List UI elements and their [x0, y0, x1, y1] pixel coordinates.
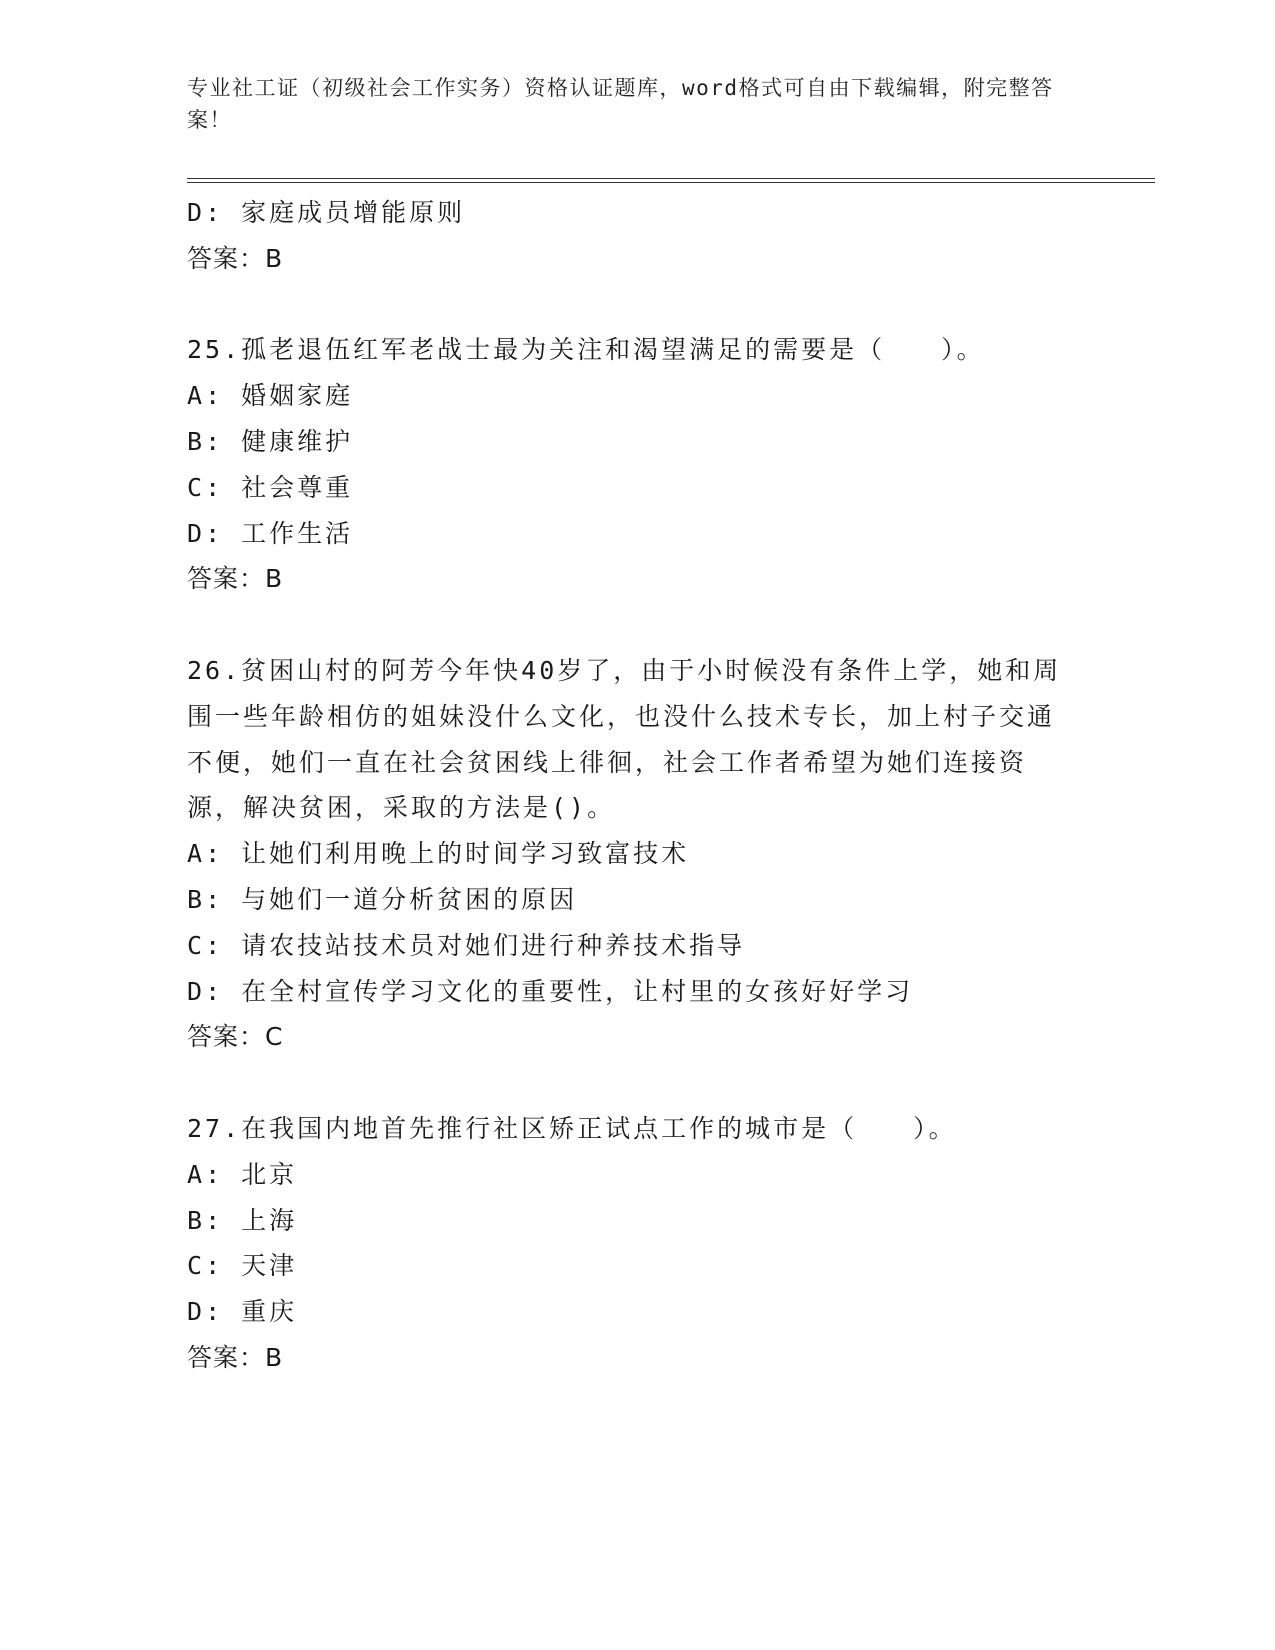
answer-line — [187, 236, 1087, 282]
option-item: B: 健康维护 — [187, 426, 354, 456]
question-number: 27. — [187, 1113, 242, 1143]
option-text: 在全村宣传学习文化的重要性，让村里的女孩好好学习 — [241, 976, 914, 1006]
option-item: D: 工作生活 — [187, 518, 354, 548]
option-item: D: 家庭成员增能原则 — [187, 198, 466, 227]
option-letter: B — [187, 884, 206, 914]
option-item: C: 请农技站技术员对她们进行种养技术指导 — [187, 930, 746, 960]
option-text: 社会尊重 — [241, 472, 354, 502]
option-text: 上海 — [241, 1205, 298, 1235]
option-letter: A — [187, 839, 206, 869]
option-text: 家庭成员增能原则 — [241, 198, 466, 227]
option-item: A: 北京 — [187, 1159, 298, 1189]
header-divider-thick — [187, 178, 1155, 179]
answer-value: B — [265, 1342, 284, 1372]
option-text: 重庆 — [241, 1297, 298, 1327]
question-stem-27 — [187, 1106, 1067, 1152]
option-letter: B — [187, 1205, 206, 1235]
header-divider-thin — [187, 182, 1155, 183]
option-text: 与她们一道分析贫困的原因 — [241, 884, 578, 914]
option-item: D: 在全村宣传学习文化的重要性，让村里的女孩好好学习 — [187, 976, 914, 1006]
option-item: A: 让她们利用晚上的时间学习致富技术 — [187, 839, 690, 869]
option-letter: D — [187, 198, 206, 227]
question-text: 贫困山村的阿芳今年快40岁了，由于小时候没有条件上学，她和周围一些年龄相仿的姐妹没什么文化，也没什么技术专长，加上村子交通不便，她们一直在社会贫困线上徘徊，社会工作者希望为她们连接资源，解决贫困，采取的方法是()。 — [187, 655, 1062, 823]
option-text: 天津 — [241, 1251, 298, 1281]
option-letter: C — [187, 472, 206, 502]
answer-line — [187, 1335, 1087, 1381]
answer-label: 答案： — [187, 1022, 266, 1052]
option-letter: C — [187, 930, 206, 960]
option-letter: B — [187, 426, 206, 456]
option-text: 婚姻家庭 — [241, 381, 354, 411]
option-text: 请农技站技术员对她们进行种养技术指导 — [241, 930, 746, 960]
option-text: 工作生活 — [241, 518, 354, 548]
question-text: 孤老退伍红军老战士最为关注和渴望满足的需要是（ ）。 — [241, 335, 985, 365]
question-stem-26 — [187, 648, 1067, 831]
option-item: B: 与她们一道分析贫困的原因 — [187, 884, 578, 914]
option-letter: A — [187, 1159, 206, 1189]
option-letter: C — [187, 1251, 206, 1281]
answer-line — [187, 556, 1087, 602]
page-header — [187, 72, 1087, 136]
answer-label: 答案： — [187, 243, 266, 273]
option-letter: D — [187, 518, 206, 548]
option-text: 健康维护 — [241, 426, 354, 456]
question-stem-25 — [187, 327, 1067, 373]
answer-line — [187, 1014, 1087, 1060]
question-number: 25. — [187, 335, 242, 365]
option-text: 让她们利用晚上的时间学习致富技术 — [241, 839, 690, 869]
question-list — [187, 190, 1087, 1381]
header-title: 专业社工证（初级社会工作实务）资格认证题库，word格式可自由下载编辑，附完整答案！ — [187, 76, 1054, 132]
answer-value: B — [265, 564, 284, 594]
option-item: C: 社会尊重 — [187, 472, 354, 502]
answer-value: B — [265, 243, 284, 273]
option-letter: A — [187, 381, 206, 411]
option-letter: D — [187, 976, 206, 1006]
answer-label: 答案： — [187, 1342, 266, 1372]
option-letter: D — [187, 1297, 206, 1327]
question-number: 26. — [187, 655, 242, 685]
option-item: A: 婚姻家庭 — [187, 381, 354, 411]
answer-label: 答案： — [187, 564, 266, 594]
option-item: C: 天津 — [187, 1251, 298, 1281]
question-text: 在我国内地首先推行社区矫正试点工作的城市是（ ）。 — [241, 1113, 957, 1143]
answer-value: C — [265, 1022, 284, 1052]
option-item: B: 上海 — [187, 1205, 298, 1235]
option-item: D: 重庆 — [187, 1297, 298, 1327]
option-text: 北京 — [241, 1159, 298, 1189]
